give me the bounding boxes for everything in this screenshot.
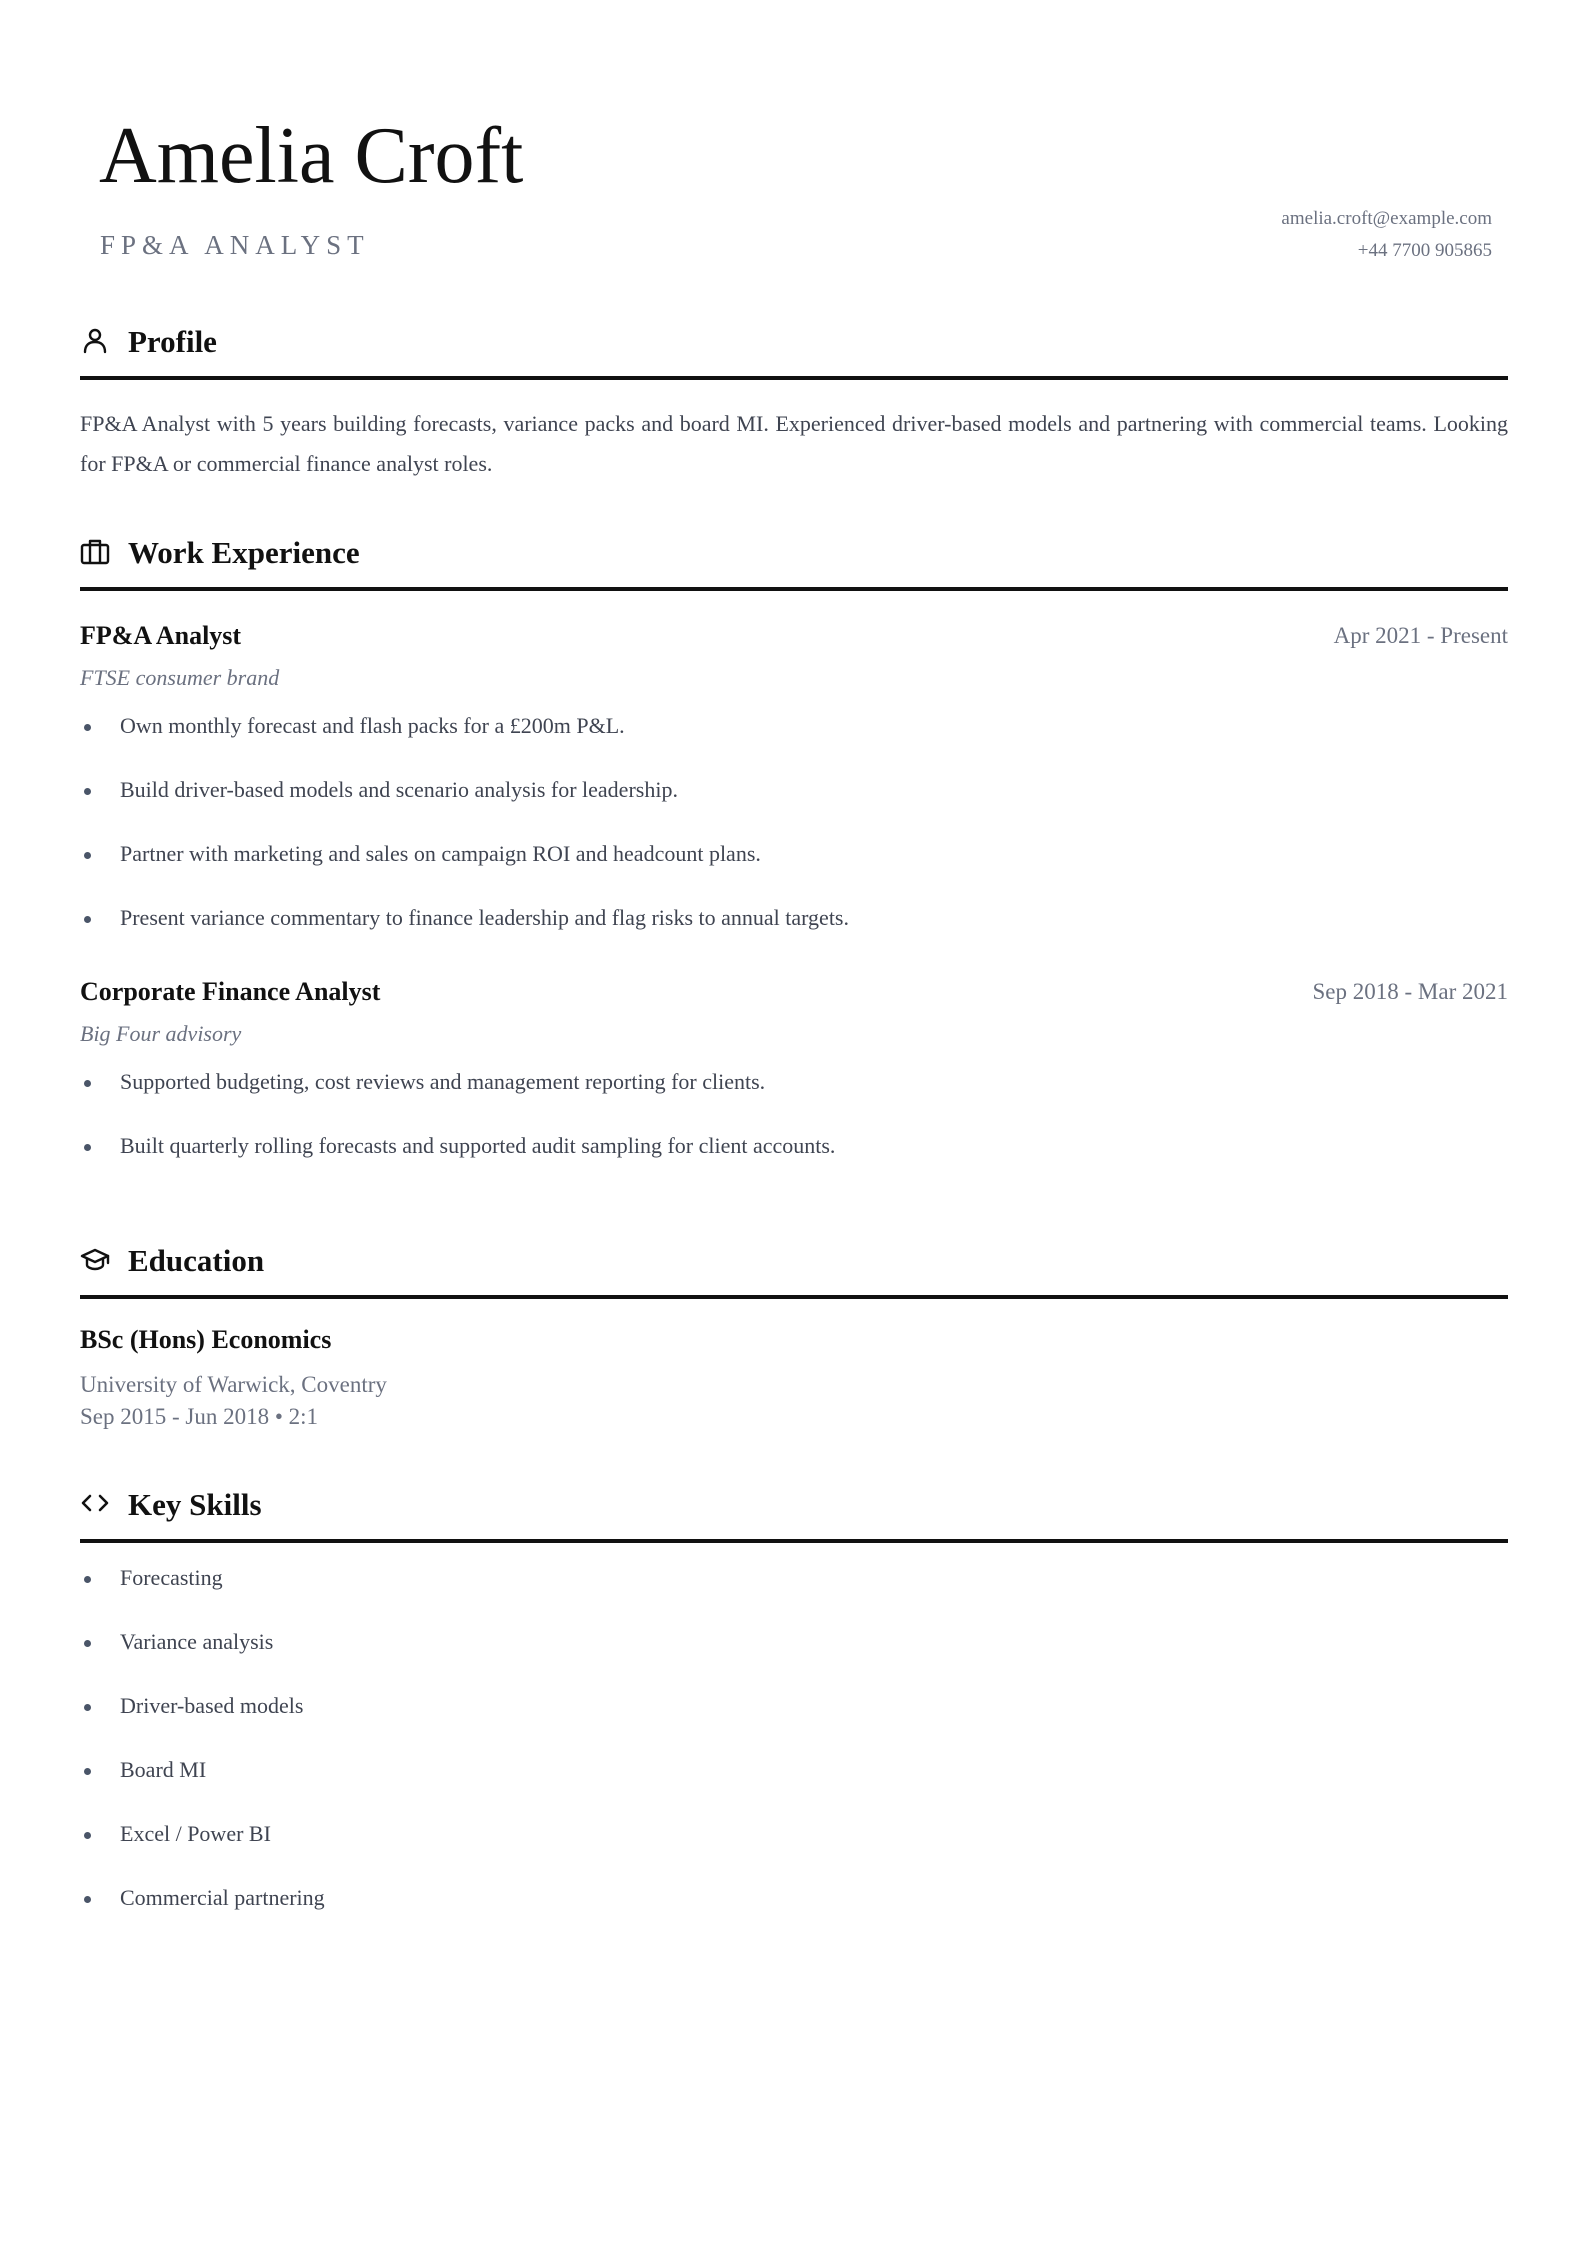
candidate-role: FP&A ANALYST bbox=[100, 230, 370, 260]
education-school: University of Warwick, Coventry bbox=[80, 1372, 387, 1397]
person-icon bbox=[80, 326, 110, 356]
list-item: Excel / Power BI bbox=[80, 1817, 1508, 1851]
section-header bbox=[80, 529, 1508, 591]
section-title: Work Experience bbox=[128, 535, 360, 570]
section-header bbox=[80, 1481, 1508, 1543]
job-company: FTSE consumer brand bbox=[80, 665, 280, 690]
section-title: Education bbox=[128, 1243, 265, 1278]
graduation-cap-icon bbox=[80, 1245, 110, 1275]
code-icon bbox=[80, 1489, 110, 1519]
job-dates: Sep 2018 - Mar 2021 bbox=[1312, 979, 1508, 1004]
education-degree: BSc (Hons) Economics bbox=[80, 1325, 332, 1354]
education-details: Sep 2015 - Jun 2018 • 2:1 bbox=[80, 1404, 319, 1429]
job-title: FP&A Analyst bbox=[80, 621, 242, 650]
section-title: Key Skills bbox=[128, 1487, 262, 1522]
job-entry bbox=[80, 619, 1508, 935]
list-item: Built quarterly rolling forecasts and supported audit sampling for client accounts. bbox=[80, 1129, 1508, 1163]
list-item: Partner with marketing and sales on campaign ROI and headcount plans. bbox=[80, 837, 1508, 871]
list-item: Forecasting bbox=[80, 1561, 1508, 1595]
skills-list bbox=[80, 1561, 1508, 1915]
section-header bbox=[80, 318, 1508, 380]
profile-summary: FP&A Analyst with 5 years building forecasts, variance packs and board MI. Experienced driver-based models and partnering with commercial teams. Looking for FP&A or commercial finance analyst roles. bbox=[80, 411, 1508, 476]
briefcase-icon bbox=[80, 537, 110, 567]
contact-block bbox=[1281, 203, 1492, 267]
job-company: Big Four advisory bbox=[80, 1021, 242, 1046]
list-item: Supported budgeting, cost reviews and management reporting for clients. bbox=[80, 1065, 1508, 1099]
job-entry bbox=[80, 975, 1508, 1163]
list-item: Driver-based models bbox=[80, 1689, 1508, 1723]
list-item: Present variance commentary to finance leadership and flag risks to annual targets. bbox=[80, 901, 1508, 935]
education-section bbox=[80, 1237, 1508, 1433]
job-title: Corporate Finance Analyst bbox=[80, 977, 381, 1006]
profile-section bbox=[80, 318, 1508, 484]
section-header bbox=[80, 1237, 1508, 1299]
list-item: Board MI bbox=[80, 1753, 1508, 1787]
candidate-name: Amelia Croft bbox=[99, 112, 524, 200]
job-bullets bbox=[80, 1065, 1508, 1163]
list-item: Own monthly forecast and flash packs for a £200m P&L. bbox=[80, 709, 1508, 743]
section-title: Profile bbox=[128, 324, 217, 359]
contact-email[interactable]: amelia.croft@example.com bbox=[1281, 208, 1492, 229]
job-bullets bbox=[80, 709, 1508, 935]
job-dates: Apr 2021 - Present bbox=[1333, 623, 1508, 648]
list-item: Variance analysis bbox=[80, 1625, 1508, 1659]
contact-phone[interactable]: +44 7700 905865 bbox=[1357, 240, 1492, 261]
list-item: Commercial partnering bbox=[80, 1881, 1508, 1915]
list-item: Build driver-based models and scenario analysis for leadership. bbox=[80, 773, 1508, 807]
experience-section bbox=[80, 529, 1508, 1163]
skills-section bbox=[80, 1481, 1508, 1915]
